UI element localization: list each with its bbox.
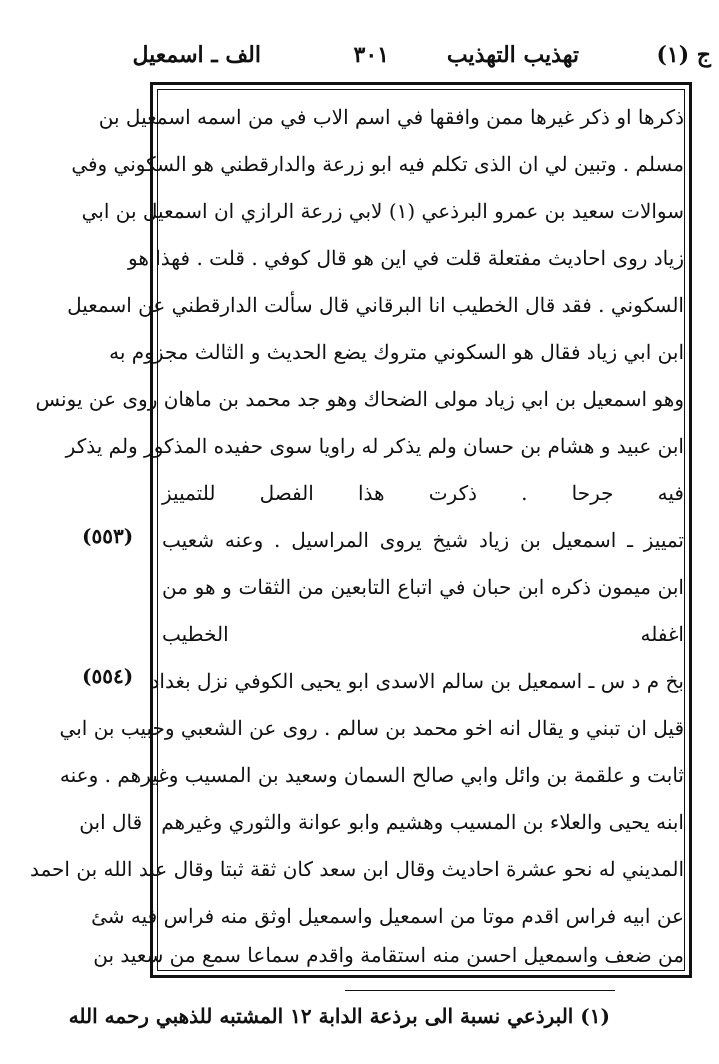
text-line: ابن ابي زياد فقال هو السكوني متروك يضع الحديث و الثالث مجزوم به	[109, 340, 684, 364]
page-header	[0, 38, 719, 78]
entry-number: (٥٥٤)	[82, 664, 134, 688]
page-number: ٣٠١	[353, 42, 389, 68]
text-line: ابن عبيد و هشام بن حسان ولم يذكر له راويا سوى حفيده المذكور ولم يذكر	[65, 434, 684, 458]
text-line: من ضعف واسمعيل احسن منه استقامة واقدم سماعا سمع من سعيد بن	[93, 943, 684, 967]
book-title: تهذيب التهذيب	[446, 42, 579, 68]
text-line: ذكرها او ذكر غيرها ممن وافقها في اسم الاب في من اسمه اسمعيل بن	[98, 105, 684, 129]
text-line: فيه جرحا . ذكرت هذا الفصل للتمييز	[162, 481, 684, 505]
text-line: وهو اسمعيل بن ابي زياد مولى الضحاك وهو جد محمد بن ماهان روى عن يونس	[35, 387, 684, 411]
text-line: قيل ان تبني و يقال انه اخو محمد بن سالم . روى عن الشعبي وحبيب بن ابي	[59, 716, 684, 740]
footnote: (١) البرذعي نسبة الى برذعة الدابة ١٢ المشتبه للذهبي رحمه الله	[68, 1004, 610, 1028]
text-line: سوالات سعيد بن عمرو البرذعي (١) لابي زرعة الرازي ان اسمعيل بن ابي	[81, 199, 684, 223]
text-line: المديني له نحو عشرة احاديث وقال ابن سعد كان ثقة ثبتا وقال عبد الله بن احمد	[30, 857, 684, 881]
text-line: اغفله الخطيب	[162, 622, 684, 646]
section-title: الف ـ اسمعيل	[132, 42, 261, 68]
text-line: بخ م د س ـ اسمعيل بن سالم الاسدى ابو يحيى الكوفي نزل بغداد	[150, 669, 684, 693]
footnote-rule	[345, 990, 615, 991]
text-line: زياد روى احاديث مفتعلة قلت في اين هو قال كوفي . قلت . فهذا هو	[128, 246, 684, 270]
text-line: ابن ميمون ذكره ابن حبان في اتباع التابعين من الثقات و هو من	[162, 575, 684, 599]
text-line: عن ابيه فراس اقدم موتا من اسمعيل واسمعيل اوثق منه فراس فيه شئ	[91, 904, 684, 928]
text-line: تمييز ـ اسمعيل بن زياد شيخ يروى المراسيل . وعنه شعيب	[162, 528, 684, 552]
text-line: مسلم . وتبين لي ان الذى تكلم فيه ابو زرعة والدارقطني هو السكوني وفي	[71, 152, 684, 176]
volume-label: ج (١)	[656, 42, 711, 68]
text-line: ثابت و علقمة بن وائل وابي صالح السمان وسعيد بن المسيب وغيرهم . وعنه	[59, 763, 684, 787]
text-line: السكوني . فقد قال الخطيب انا البرقاني قال سألت الدارقطني عن اسمعيل	[67, 293, 684, 317]
entry-number: (٥٥٣)	[82, 524, 134, 548]
text-line: ابنه يحيى والعلاء بن المسيب وهشيم وابو عوانة والثوري وغيرهم . قال ابن	[79, 810, 684, 834]
